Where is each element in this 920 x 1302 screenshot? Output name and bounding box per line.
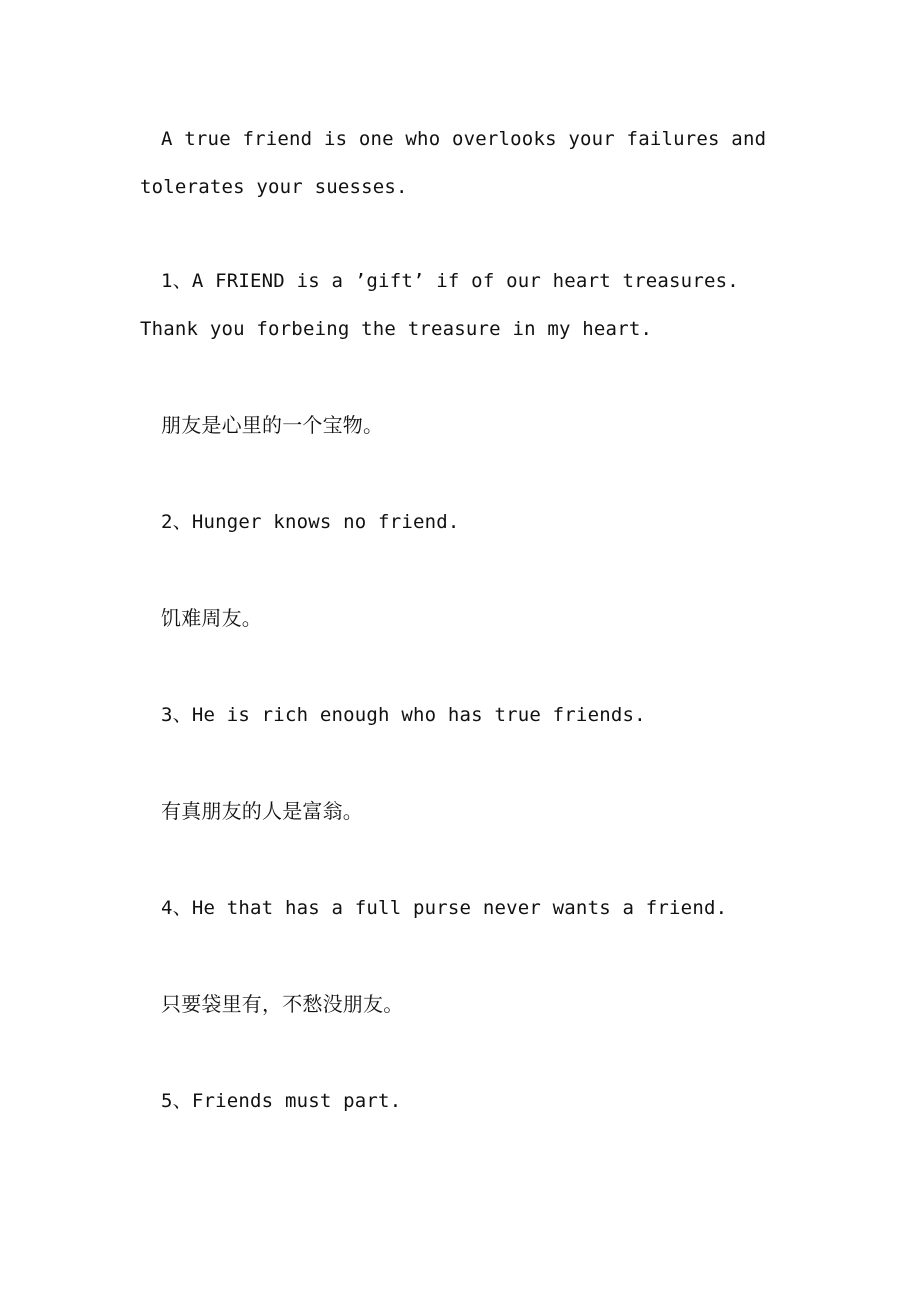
paragraph-text: 1、A FRIEND is a ’gift’ if of our heart treasures. Thank you forbeing the treasure in my heart. <box>140 270 739 340</box>
quote-1-english <box>140 257 780 353</box>
paragraph-text: A true friend is one who overlooks your failures and tolerates your suesses. <box>140 128 767 198</box>
paragraph-text: 5、Friends must part. <box>161 1090 402 1112</box>
quote-1-chinese <box>140 401 780 449</box>
quote-3-chinese <box>140 787 780 835</box>
paragraph-text: 3、He is rich enough who has true friends. <box>161 704 646 726</box>
quote-5-english <box>140 1077 780 1125</box>
quote-4-english <box>140 884 780 932</box>
paragraph-text: 朋友是心里的一个宝物。 <box>161 413 384 437</box>
paragraph-text: 4、He that has a full purse never wants a friend. <box>161 897 728 919</box>
paragraph-text: 2、Hunger knows no friend. <box>161 511 460 533</box>
quote-2-chinese <box>140 594 780 642</box>
intro-paragraph <box>140 115 780 211</box>
paragraph-text: 饥难周友。 <box>161 606 262 630</box>
paragraph-text: 只要袋里有，不愁没朋友。 <box>161 992 404 1016</box>
quote-4-chinese <box>140 980 780 1028</box>
paragraph-text: 有真朋友的人是富翁。 <box>161 799 363 823</box>
quote-2-english <box>140 498 780 546</box>
quote-3-english <box>140 691 780 739</box>
